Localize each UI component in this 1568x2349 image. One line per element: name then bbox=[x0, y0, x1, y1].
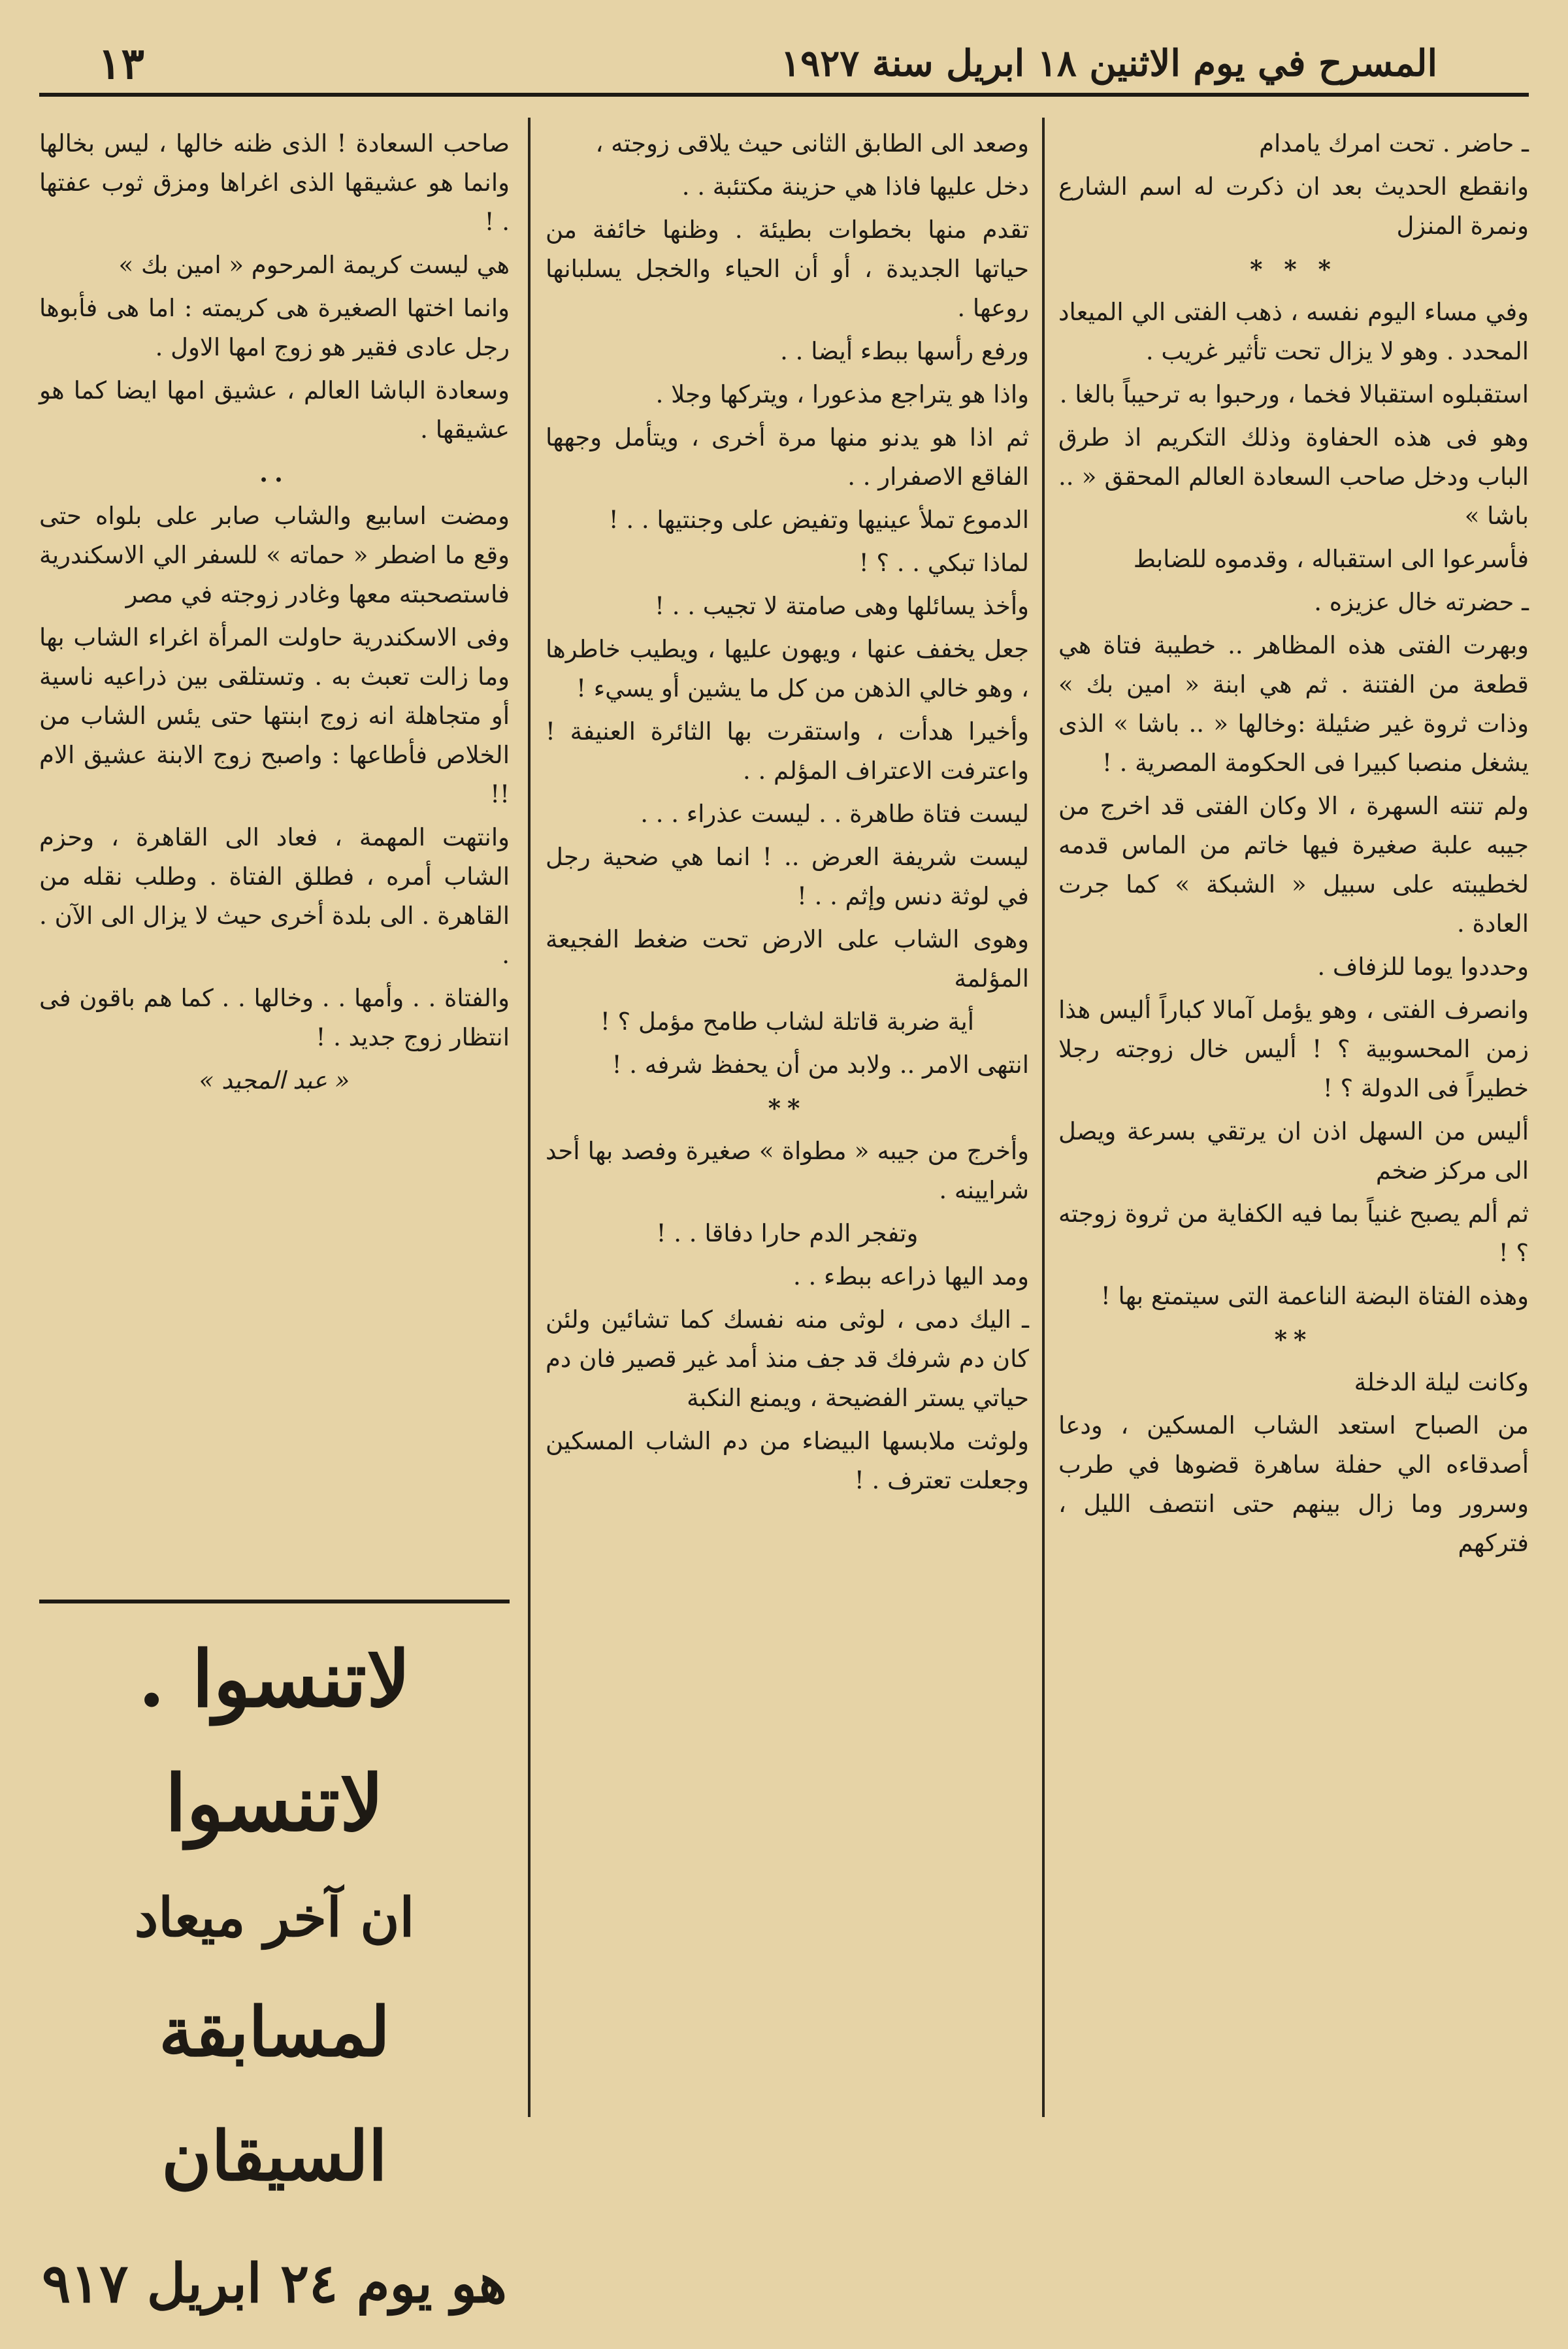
ad-subheadline: ان آخر ميعاد bbox=[134, 1886, 415, 1949]
paragraph: هي ليست كريمة المرحوم « امين بك » bbox=[118, 251, 510, 279]
paragraph: ـ اليك دمى ، لوثى منه نفسك كما تشائين ولئن كان دم شرفك قد جف منذ أمد غير قصير فان دم حياتي يستر الفضيحة ، ويمنع النكبة bbox=[546, 1306, 1029, 1412]
paragraph: ولوثت ملابسها البيضاء من دم الشاب المسكين وجعلت تعترف . ! bbox=[546, 1427, 1029, 1494]
page-number: ١٣ bbox=[98, 38, 144, 89]
paragraph: وهو فى هذه الحفاوة وذلك التكريم اذ طرق الباب ودخل صاحب السعادة العالم المحقق « .. باشا » bbox=[1058, 423, 1529, 530]
paragraph: أليس من السهل اذن ان يرتقي بسرعة ويصل الى مركز ضخم bbox=[1058, 1117, 1529, 1185]
paragraph: لماذا تبكي . . ؟ ! bbox=[858, 549, 1029, 577]
paragraph: ـ حضرته خال عزيزه . bbox=[1314, 588, 1529, 616]
paragraph: استقبلوه استقبالا فخما ، ورحبوا به ترحيباً بالغا . bbox=[1059, 380, 1529, 408]
page-header bbox=[39, 33, 1529, 95]
paragraph: واذا هو يتراجع مذعورا ، ويتركها وجلا . bbox=[655, 380, 1029, 408]
paragraph: أية ضربة قاتلة لشاب طامح مؤمل ؟ ! bbox=[600, 1008, 975, 1036]
paragraph: وسعادة الباشا العالم ، عشيق امها ايضا كما هو عشيقها . bbox=[39, 376, 510, 444]
ad-headline: لاتنسوا . لاتنسوا bbox=[138, 1634, 411, 1848]
paragraph: ومضت اسابيع والشاب صابر على بلواه حتى وقع ما اضطر « حماته » للسفر الي الاسكندرية فاستصحبته معها وغادر زوجته في مصر bbox=[39, 502, 510, 608]
paragraph: وهذه الفتاة البضة الناعمة التى سيتمتع بها ! bbox=[1100, 1282, 1529, 1310]
column-divider-left bbox=[528, 118, 531, 2117]
paragraph: وصعد الى الطابق الثانى حيث يلاقى زوجته ، bbox=[595, 129, 1029, 157]
paragraph: وحددوا يوما للزفاف . bbox=[1317, 953, 1529, 981]
advertisement bbox=[39, 1617, 510, 2315]
paragraph: وانتهت المهمة ، فعاد الى القاهرة ، وحزم الشاب أمره ، فطلق الفتاة . وطلب نقله من القاهرة . الى بلدة أخرى حيث لا يزال الى الآن . . bbox=[39, 823, 510, 969]
paragraph: صاحب السعادة ! الذى ظنه خالها ، ليس بخالها وانما هو عشيقها الذى اغراها ومزق ثوب عفتها . ! bbox=[39, 129, 510, 236]
section-separator: .. bbox=[259, 459, 289, 487]
paragraph: انتهى الامر .. ولابد من أن يحفظ شرفه . ! bbox=[612, 1051, 1029, 1079]
article-column-left bbox=[39, 124, 510, 1483]
paragraph: ثم ألم يصبح غنياً بما فيه الكفاية من ثروة زوجته ؟ ! bbox=[1058, 1200, 1529, 1267]
paragraph: جعل يخفف عنها ، ويهون عليها ، ويطيب خاطرها ، وهو خالي الذهن من كل ما يشين أو يسيء ! bbox=[546, 635, 1029, 702]
ad-event-date: هو يوم ٢٤ ابريل ٩١٧ bbox=[42, 2252, 507, 2315]
paragraph: وهوى الشاب على الارض تحت ضغط الفجيعة المؤلمة bbox=[546, 925, 1029, 993]
advertisement-rule bbox=[39, 1600, 510, 1603]
paragraph: دخل عليها فاذا هي حزينة مكتئبة . . bbox=[681, 172, 1029, 201]
paragraph: فأسرعوا الى استقباله ، وقدموه للضابط bbox=[1133, 545, 1529, 573]
paragraph: ومد اليها ذراعه ببطء . . bbox=[792, 1262, 1029, 1290]
paragraph: وأخيرا هدأت ، واستقرت بها الثائرة العنيفة ! واعترفت الاعتراف المؤلم . . bbox=[546, 717, 1029, 785]
paragraph: وانقطع الحديث بعد ان ذكرت له اسم الشارع ونمرة المنزل bbox=[1058, 172, 1529, 240]
paragraph: وبهرت الفتى هذه المظاهر .. خطيبة فتاة هي قطعة من الفتنة . ثم هي ابنة « امين بك » وذات ثروة غير ضئيلة :وخالها « .. باشا » الذى يشغل منصبا كبيرا فى الحكومة المصرية . ! bbox=[1058, 631, 1529, 777]
paragraph: ثم اذا هو يدنو منها مرة أخرى ، ويتأمل وجهها الفاقع الاصفرار . . bbox=[546, 423, 1029, 491]
paragraph: وفى الاسكندرية حاولت المرأة اغراء الشاب بها وما زالت تعبث به . وتستلقى بين ذراعيه ناسية أو متجاهلة انه زوج ابنتها حتى يئس الشاب من الخلاص فأطاعها : واصبح زوج الابنة عشيق الام !! bbox=[39, 623, 510, 808]
paragraph: ولم تنته السهرة ، الا وكان الفتى قد اخرج من جيبه علبة صغيرة فيها خاتم من الماس قدمه لخطيبته على سبيل « الشبكة » كما جرت العادة . bbox=[1058, 792, 1529, 938]
paragraph: والفتاة . . وأمها . . وخالها . . كما هم باقون فى انتظار زوج جديد . ! bbox=[39, 984, 510, 1051]
section-separator: ** bbox=[1274, 1325, 1313, 1354]
column-divider-right bbox=[1042, 118, 1045, 2117]
paragraph: وأخرج من جيبه « مطواة » صغيرة وفصد بها أحد شرايينه . bbox=[546, 1137, 1029, 1204]
article-column-middle bbox=[546, 124, 1029, 2117]
paragraph: من الصباح استعد الشاب المسكين ، ودعا أصدقاءه الي حفلة ساهرة قضوها في طرب وسرور وما زال بينهم حتى انتصف الليل ، فتركهم bbox=[1058, 1411, 1529, 1557]
paragraph: وأخذ يسائلها وهى صامتة لا تجيب . . ! bbox=[655, 592, 1029, 620]
paragraph: ليست شريفة العرض .. ! انما هي ضحية رجل في لوثة دنس وإثم . . ! bbox=[546, 843, 1029, 910]
header-title: المسرح في يوم الاثنين ١٨ ابريل سنة ١٩٢٧ bbox=[781, 42, 1437, 85]
paragraph: ـ حاضر . تحت امرك يامدام bbox=[1259, 129, 1529, 157]
header-rule bbox=[39, 93, 1529, 97]
section-separator: * * * bbox=[1250, 255, 1337, 284]
paragraph: وانما اختها الصغيرة هى كريمته : اما هى فأبوها رجل عادى فقير هو زوج امها الاول . bbox=[39, 294, 510, 361]
paragraph: وكانت ليلة الدخلة bbox=[1354, 1368, 1529, 1396]
paragraph: تقدم منها بخطوات بطيئة . وظنها خائفة من حياتها الجديدة ، أو أن الحياء والخجل يسلبانها روعها . bbox=[546, 216, 1029, 322]
section-separator: ** bbox=[768, 1094, 807, 1123]
paragraph: وفي مساء اليوم نفسه ، ذهب الفتى الي الميعاد المحدد . وهو لا يزال تحت تأثير غريب . bbox=[1058, 298, 1529, 365]
ad-event-name: لمسابقة السيقان bbox=[159, 1992, 390, 2196]
author-signature: « عبد المجيد » bbox=[199, 1066, 350, 1094]
paragraph: وتفجر الدم حارا دفاقا . . ! bbox=[656, 1219, 919, 1247]
paragraph: وانصرف الفتى ، وهو يؤمل آمالا كباراً أليس هذا زمن المحسوبية ؟ ! أليس خال زوجته رجلا خطيراً فى الدولة ؟ ! bbox=[1058, 996, 1529, 1102]
paragraph: ليست فتاة طاهرة . . ليست عذراء . . . bbox=[640, 800, 1029, 828]
paragraph: ورفع رأسها ببطء أيضا . . bbox=[780, 337, 1029, 365]
article-column-right bbox=[1058, 124, 1529, 2117]
paragraph: الدموع تملأ عينيها وتفيض على وجنتيها . . ! bbox=[608, 506, 1029, 534]
